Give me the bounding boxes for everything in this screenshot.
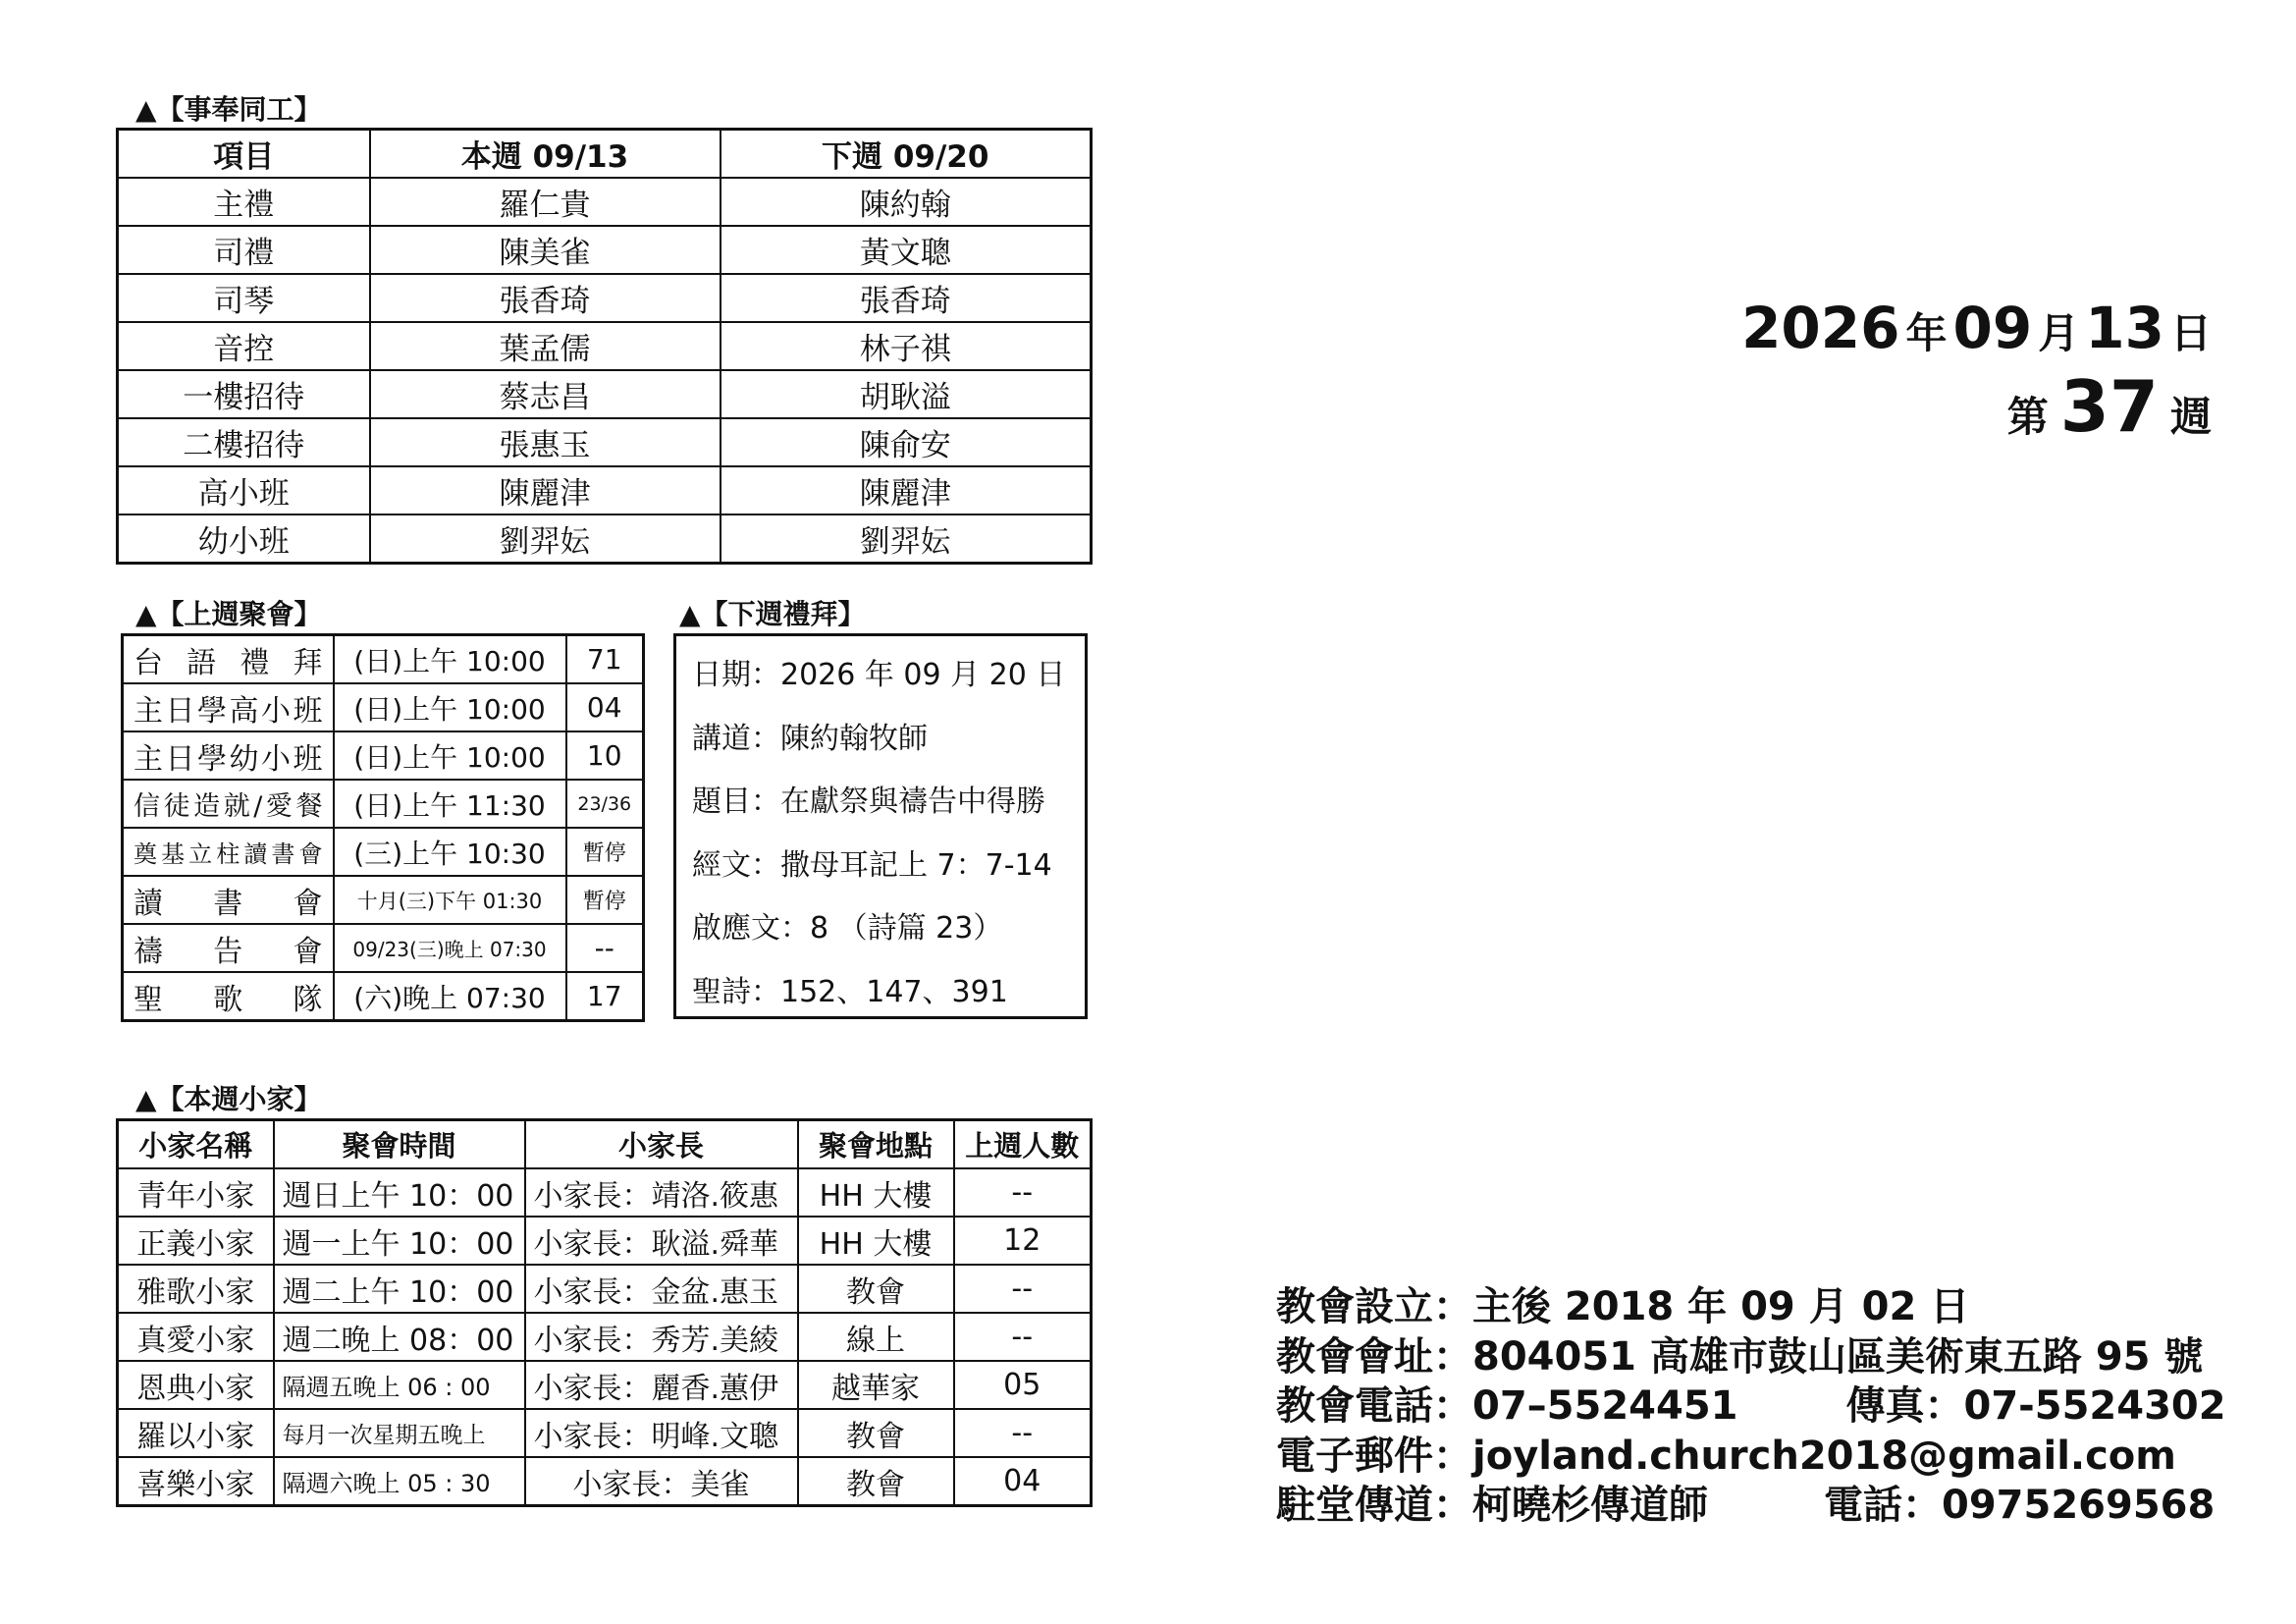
group-name: 羅以小家 bbox=[118, 1409, 274, 1457]
table-cell: 林子祺 bbox=[721, 322, 1092, 370]
group-attendance: 12 bbox=[954, 1217, 1092, 1265]
table-row bbox=[118, 514, 1092, 564]
servants-heading: ▲【事奉同工】 bbox=[135, 93, 322, 126]
next-week-date: 日期：2026 年 09 月 20 日 bbox=[692, 658, 1066, 692]
table-cell: 張香琦 bbox=[370, 274, 721, 322]
meeting-name: 聖歌隊 bbox=[123, 972, 334, 1021]
meeting-name: 主日學高小班 bbox=[123, 683, 334, 731]
group-leader: 小家長：明峰.文聰 bbox=[525, 1409, 798, 1457]
table-row bbox=[123, 828, 644, 876]
date-day-unit: 日 bbox=[2169, 309, 2212, 357]
table-row bbox=[118, 1168, 1092, 1217]
column-header: 本週 09/13 bbox=[370, 130, 721, 179]
group-time: 週二晚上 08：00 bbox=[274, 1313, 525, 1361]
table-row bbox=[118, 178, 1092, 226]
group-leader: 小家長：秀芳.美綾 bbox=[525, 1313, 798, 1361]
group-name: 雅歌小家 bbox=[118, 1265, 274, 1313]
church-fax: 傳真：07-5524302 bbox=[1845, 1383, 2226, 1429]
column-header: 小家長 bbox=[525, 1120, 798, 1169]
church-info bbox=[1276, 1282, 2226, 1531]
meeting-time: 09/23(三)晚上 07:30 bbox=[334, 924, 566, 972]
table-cell: 陳俞安 bbox=[721, 418, 1092, 466]
church-pastor: 駐堂傳道：柯曉杉傳道師 bbox=[1276, 1483, 1708, 1528]
week-unit: 週 bbox=[2169, 393, 2212, 441]
church-pastor-row bbox=[1276, 1481, 2226, 1531]
column-header: 聚會時間 bbox=[274, 1120, 525, 1169]
table-cell: 一樓招待 bbox=[118, 370, 370, 418]
table-row bbox=[118, 1313, 1092, 1361]
table-row bbox=[118, 1265, 1092, 1313]
table-cell: 陳約翰 bbox=[721, 178, 1092, 226]
group-attendance: -- bbox=[954, 1409, 1092, 1457]
group-time: 週一上午 10：00 bbox=[274, 1217, 525, 1265]
table-row bbox=[123, 924, 644, 972]
meeting-count: 04 bbox=[566, 683, 644, 731]
meeting-count: 10 bbox=[566, 731, 644, 780]
meeting-count: 23/36 bbox=[566, 780, 644, 828]
table-row bbox=[123, 635, 644, 684]
date-year: 2026 bbox=[1741, 295, 1900, 361]
date-month: 09 bbox=[1952, 295, 2033, 361]
table-row bbox=[118, 370, 1092, 418]
last-week-heading: ▲【上週聚會】 bbox=[135, 598, 322, 630]
column-header: 項目 bbox=[118, 130, 370, 179]
table-header-row bbox=[118, 130, 1092, 179]
group-attendance: 05 bbox=[954, 1361, 1092, 1409]
meeting-count: 17 bbox=[566, 972, 644, 1021]
table-row bbox=[118, 1217, 1092, 1265]
group-leader: 小家長：靖洛.筱惠 bbox=[525, 1168, 798, 1217]
column-header: 小家名稱 bbox=[118, 1120, 274, 1169]
table-row bbox=[118, 1409, 1092, 1457]
next-week-heading: ▲【下週禮拜】 bbox=[679, 598, 866, 630]
table-cell: 劉羿妘 bbox=[721, 514, 1092, 564]
table-cell: 劉羿妘 bbox=[370, 514, 721, 564]
group-leader: 小家長：金盆.惠玉 bbox=[525, 1265, 798, 1313]
groups-heading: ▲【本週小家】 bbox=[135, 1083, 322, 1115]
meeting-name: 奠基立柱讀書會 bbox=[123, 828, 334, 876]
table-row bbox=[123, 683, 644, 731]
group-time: 週二上午 10：00 bbox=[274, 1265, 525, 1313]
group-time: 隔週六晚上 05 : 30 bbox=[274, 1457, 525, 1506]
meeting-count: -- bbox=[566, 924, 644, 972]
table-cell: 司琴 bbox=[118, 274, 370, 322]
table-cell: 羅仁貴 bbox=[370, 178, 721, 226]
group-location: 教會 bbox=[798, 1409, 954, 1457]
group-location: 教會 bbox=[798, 1265, 954, 1313]
meeting-time: 十月(三)下午 01:30 bbox=[334, 876, 566, 924]
column-header: 下週 09/20 bbox=[721, 130, 1092, 179]
column-header: 聚會地點 bbox=[798, 1120, 954, 1169]
church-phone-row bbox=[1276, 1381, 2226, 1432]
meeting-time: (日)上午 11:30 bbox=[334, 780, 566, 828]
table-row bbox=[118, 466, 1092, 514]
group-time: 週日上午 10：00 bbox=[274, 1168, 525, 1217]
church-pastor-phone: 電話：0975269568 bbox=[1824, 1483, 2216, 1528]
church-address: 教會會址：804051 高雄市鼓山區美術東五路 95 號 bbox=[1276, 1333, 2204, 1380]
table-row bbox=[123, 876, 644, 924]
group-name: 正義小家 bbox=[118, 1217, 274, 1265]
church-email: 電子郵件：joyland.church2018@gmail.com bbox=[1276, 1433, 2176, 1479]
week-prefix: 第 bbox=[2006, 393, 2049, 441]
table-header-row bbox=[118, 1120, 1092, 1169]
next-week-hymns: 聖詩：152、147、391 bbox=[692, 974, 1008, 1009]
table-cell: 陳麗津 bbox=[370, 466, 721, 514]
meeting-count: 暫停 bbox=[566, 828, 644, 876]
column-header: 上週人數 bbox=[954, 1120, 1092, 1169]
table-cell: 陳麗津 bbox=[721, 466, 1092, 514]
table-row bbox=[118, 274, 1092, 322]
bulletin-date bbox=[1741, 295, 2212, 361]
table-row bbox=[118, 1457, 1092, 1506]
meeting-time: (日)上午 10:00 bbox=[334, 683, 566, 731]
next-week-responsive-reading: 啟應文：8 （詩篇 23） bbox=[692, 911, 1003, 946]
meeting-name: 讀書會 bbox=[123, 876, 334, 924]
group-attendance: -- bbox=[954, 1168, 1092, 1217]
group-name: 青年小家 bbox=[118, 1168, 274, 1217]
group-location: 線上 bbox=[798, 1313, 954, 1361]
group-leader: 小家長：麗香.蕙伊 bbox=[525, 1361, 798, 1409]
group-name: 真愛小家 bbox=[118, 1313, 274, 1361]
table-cell: 二樓招待 bbox=[118, 418, 370, 466]
bulletin-week bbox=[2007, 365, 2212, 448]
table-cell: 張惠玉 bbox=[370, 418, 721, 466]
date-year-unit: 年 bbox=[1905, 309, 1948, 357]
group-attendance: 04 bbox=[954, 1457, 1092, 1506]
meeting-name: 信徒造就/愛餐 bbox=[123, 780, 334, 828]
group-time: 隔週五晚上 06 : 00 bbox=[274, 1361, 525, 1409]
group-location: HH 大樓 bbox=[798, 1217, 954, 1265]
table-cell: 高小班 bbox=[118, 466, 370, 514]
table-row bbox=[118, 226, 1092, 274]
meeting-count: 暫停 bbox=[566, 876, 644, 924]
meeting-time: (日)上午 10:00 bbox=[334, 731, 566, 780]
group-leader: 小家長：美雀 bbox=[525, 1457, 798, 1506]
table-row bbox=[123, 731, 644, 780]
church-phone: 教會電話：07–5524451 bbox=[1276, 1383, 1738, 1429]
group-attendance: -- bbox=[954, 1265, 1092, 1313]
date-day: 13 bbox=[2085, 295, 2164, 361]
next-week-scripture: 經文：撒母耳記上 7：7-14 bbox=[692, 847, 1052, 883]
meeting-name: 主日學幼小班 bbox=[123, 731, 334, 780]
meeting-name: 台語禮拜 bbox=[123, 635, 334, 684]
table-row bbox=[123, 780, 644, 828]
table-cell: 黃文聰 bbox=[721, 226, 1092, 274]
group-name: 喜樂小家 bbox=[118, 1457, 274, 1506]
meeting-time: (六)晚上 07:30 bbox=[334, 972, 566, 1021]
table-cell: 胡耿溢 bbox=[721, 370, 1092, 418]
week-number: 37 bbox=[2059, 365, 2159, 448]
table-cell: 幼小班 bbox=[118, 514, 370, 564]
group-location: 教會 bbox=[798, 1457, 954, 1506]
table-cell: 音控 bbox=[118, 322, 370, 370]
table-row bbox=[118, 1361, 1092, 1409]
group-attendance: -- bbox=[954, 1313, 1092, 1361]
next-week-sermon-title: 題目：在獻祭與禱告中得勝 bbox=[692, 785, 1045, 819]
meeting-time: (三)上午 10:30 bbox=[334, 828, 566, 876]
meeting-name: 禱告會 bbox=[123, 924, 334, 972]
groups-table bbox=[116, 1118, 1093, 1507]
group-leader: 小家長：耿溢.舜華 bbox=[525, 1217, 798, 1265]
table-row bbox=[118, 322, 1092, 370]
table-cell: 陳美雀 bbox=[370, 226, 721, 274]
group-location: 越華家 bbox=[798, 1361, 954, 1409]
servants-table bbox=[116, 128, 1093, 565]
table-row bbox=[118, 418, 1092, 466]
last-week-table bbox=[121, 633, 645, 1022]
next-week-box bbox=[673, 633, 1088, 1019]
next-week-preacher: 講道：陳約翰牧師 bbox=[692, 721, 928, 756]
table-cell: 蔡志昌 bbox=[370, 370, 721, 418]
meeting-count: 71 bbox=[566, 635, 644, 684]
table-cell: 主禮 bbox=[118, 178, 370, 226]
group-name: 恩典小家 bbox=[118, 1361, 274, 1409]
table-cell: 葉孟儒 bbox=[370, 322, 721, 370]
table-cell: 張香琦 bbox=[721, 274, 1092, 322]
table-cell: 司禮 bbox=[118, 226, 370, 274]
table-row bbox=[123, 972, 644, 1021]
group-location: HH 大樓 bbox=[798, 1168, 954, 1217]
meeting-time: (日)上午 10:00 bbox=[334, 635, 566, 684]
date-month-unit: 月 bbox=[2038, 309, 2080, 357]
church-founded: 教會設立：主後 2018 年 09 月 02 日 bbox=[1276, 1284, 1970, 1329]
group-time: 每月一次星期五晚上 bbox=[274, 1409, 525, 1457]
